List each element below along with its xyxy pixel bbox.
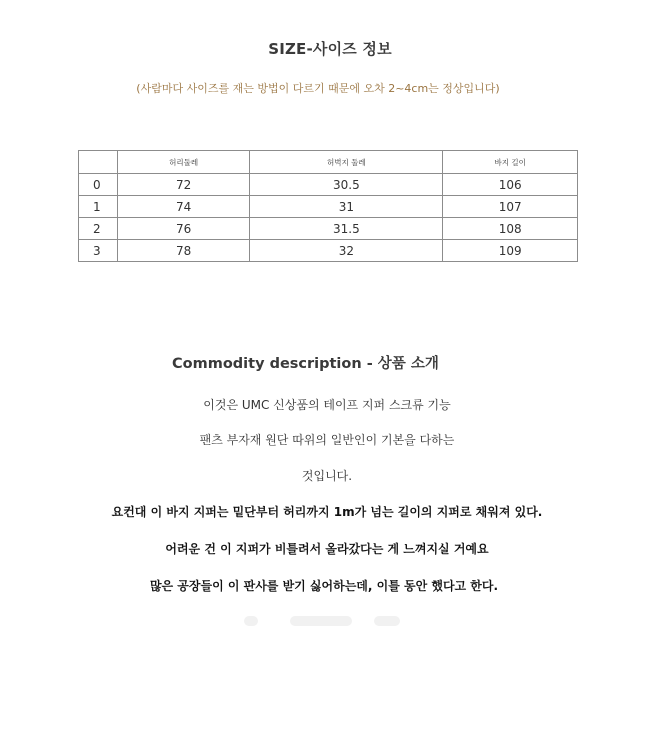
waist-cell: 74 bbox=[117, 196, 250, 218]
waist-cell: 72 bbox=[117, 174, 250, 196]
length-header: 바지 길이 bbox=[443, 151, 578, 174]
description-line-emphasis: 요컨대 이 바지 지퍼는 밑단부터 허리까지 1m가 넘는 길이의 지퍼로 채워져 있다. bbox=[111, 505, 543, 519]
length-cell: 108 bbox=[443, 218, 578, 240]
description-line: 것입니다. bbox=[301, 469, 353, 483]
size-label-cell: 1 bbox=[79, 196, 118, 218]
waist-cell: 76 bbox=[117, 218, 250, 240]
length-cell: 106 bbox=[443, 174, 578, 196]
thigh-header: 허벅지 둘레 bbox=[250, 151, 443, 174]
thigh-cell: 32 bbox=[250, 240, 443, 262]
table-row bbox=[79, 218, 578, 240]
size-label-cell: 0 bbox=[79, 174, 118, 196]
description-line: 이것은 UMC 신상품의 테이프 지퍼 스크류 기능 bbox=[203, 398, 451, 412]
description-title: Commodity description - 상품 소개 bbox=[172, 356, 439, 372]
description-line: 팬츠 부자재 원단 따위의 일반인이 기본을 다하는 bbox=[199, 433, 455, 447]
faint-watermark-mark bbox=[290, 616, 352, 626]
description-line-emphasis: 많은 공장들이 이 판사를 받기 싫어하는데, 이틀 동안 했다고 한다. bbox=[149, 579, 499, 593]
faint-watermark-mark bbox=[374, 616, 400, 626]
length-cell: 107 bbox=[443, 196, 578, 218]
thigh-cell: 31.5 bbox=[250, 218, 443, 240]
waist-header: 허리둘레 bbox=[117, 151, 250, 174]
size-label-cell: 3 bbox=[79, 240, 118, 262]
size-label-cell: 2 bbox=[79, 218, 118, 240]
size-table bbox=[78, 150, 578, 262]
faint-watermark-mark bbox=[244, 616, 258, 626]
size-section-title: SIZE-사이즈 정보 bbox=[268, 40, 392, 58]
description-line-emphasis: 어려운 건 이 지퍼가 비틀려서 올라갔다는 게 느껴지실 거예요 bbox=[165, 542, 489, 556]
size-table-corner-header bbox=[79, 151, 118, 174]
table-row bbox=[79, 174, 578, 196]
size-table-header-row bbox=[79, 151, 578, 174]
size-measurement-note: (사람마다 사이즈를 재는 방법이 다르기 때문에 오차 2~4cm는 정상입니다) bbox=[136, 82, 500, 95]
thigh-cell: 30.5 bbox=[250, 174, 443, 196]
waist-cell: 78 bbox=[117, 240, 250, 262]
thigh-cell: 31 bbox=[250, 196, 443, 218]
length-cell: 109 bbox=[443, 240, 578, 262]
table-row bbox=[79, 196, 578, 218]
table-row bbox=[79, 240, 578, 262]
